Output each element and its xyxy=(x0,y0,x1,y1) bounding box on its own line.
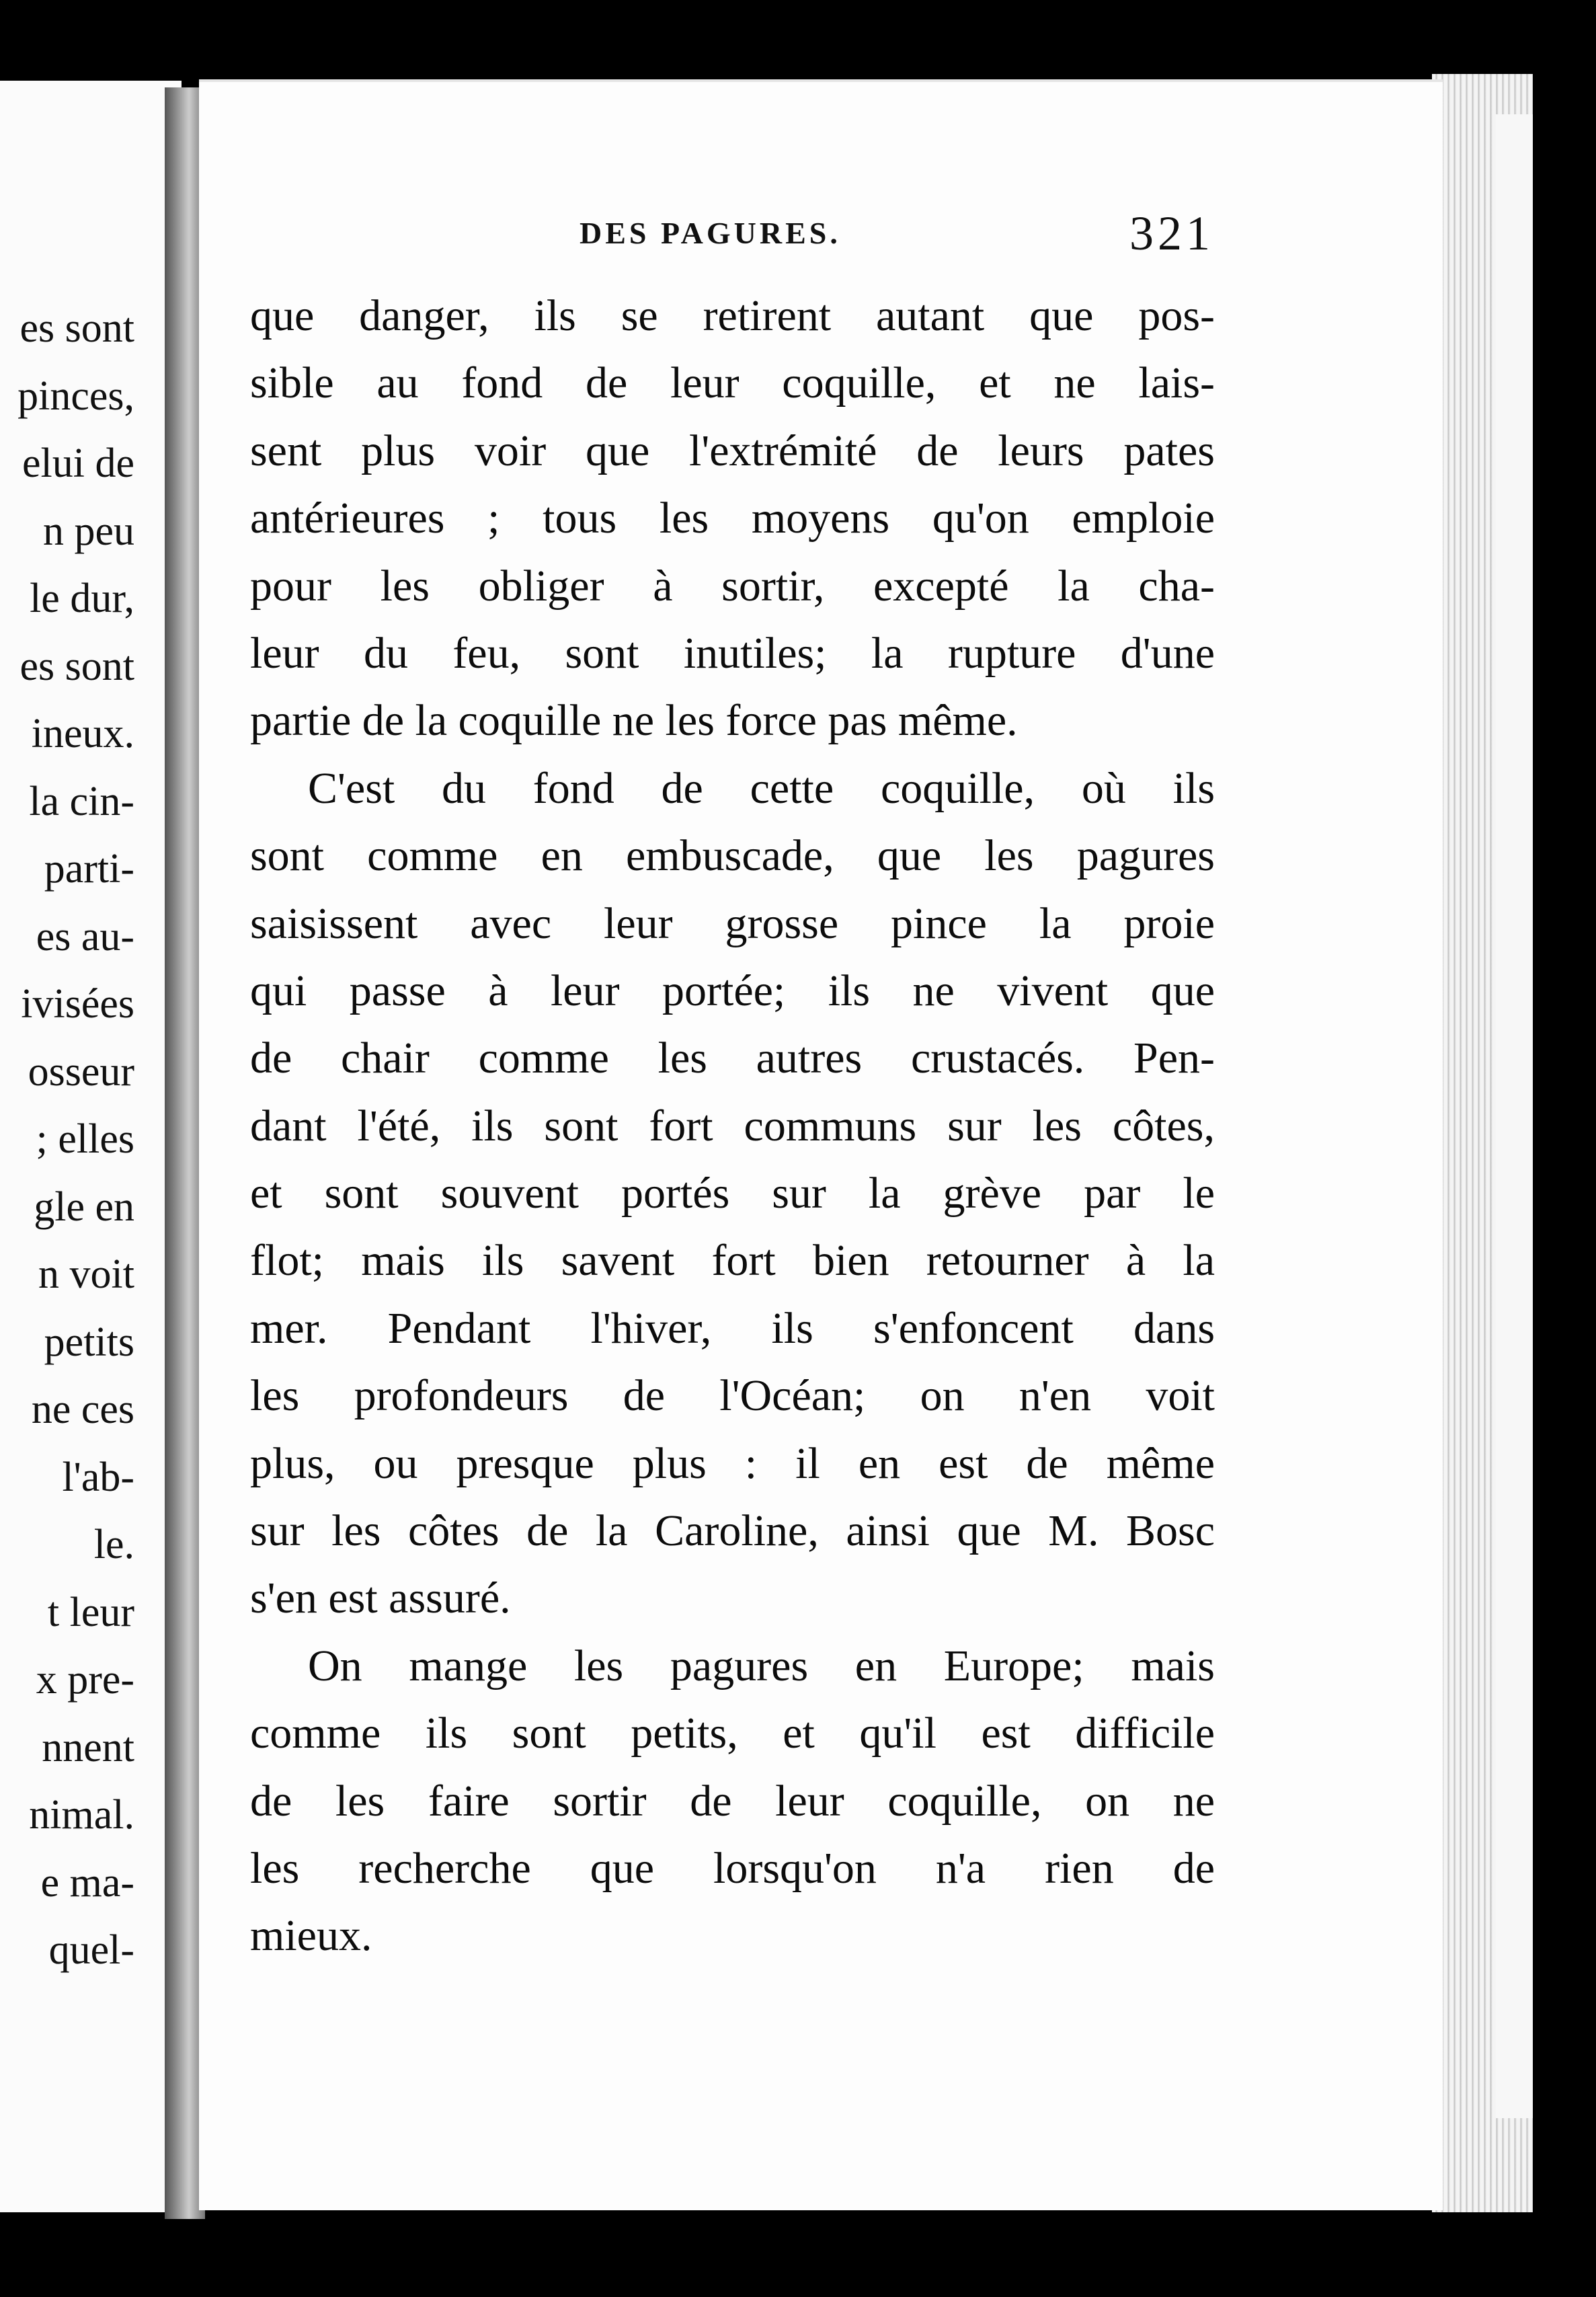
text-line: C'est du fond de cette coquille, où ils xyxy=(308,763,1215,813)
text-line: dant l'été, ils sont fort communs sur les côtes, xyxy=(250,1101,1215,1151)
left-page-line: x pre- xyxy=(36,1657,134,1703)
text-line: sible au fond de leur coquille, et ne lais- xyxy=(250,358,1215,408)
left-page-text xyxy=(17,295,134,1984)
text-line: de chair comme les autres crustacés. Pen- xyxy=(250,1034,1215,1083)
left-page-line: osseur xyxy=(28,1048,134,1095)
left-page-line: es sont xyxy=(19,305,134,351)
text-line: antérieures ; tous les moyens qu'on emploie xyxy=(250,494,1215,543)
text-line: de les faire sortir de leur coquille, on ne xyxy=(250,1776,1215,1826)
text-line: pour les obliger à sortir, excepté la cha- xyxy=(250,561,1215,611)
left-page-line: le dur, xyxy=(30,576,134,621)
page-edges xyxy=(1432,74,1533,2212)
text-line: sent plus voir que l'extrémité de leurs pates xyxy=(250,426,1215,475)
text-line: leur du feu, sont inutiles; la rupture d'une xyxy=(250,628,1215,678)
left-page-line: petits xyxy=(44,1319,134,1365)
left-page-line: l'ab- xyxy=(62,1454,134,1500)
left-page-line: elui de xyxy=(22,440,134,486)
text-line: flot; mais ils savent fort bien retourner à la xyxy=(250,1236,1215,1286)
text-line: mer. Pendant l'hiver, ils s'enfoncent dans xyxy=(250,1303,1215,1353)
left-page-line: t leur xyxy=(47,1589,134,1635)
left-page-line: es sont xyxy=(19,643,134,689)
left-page-line: ; elles xyxy=(36,1116,134,1162)
text-line: s'en est assuré. xyxy=(250,1573,511,1623)
text-line: mieux. xyxy=(250,1911,372,1961)
left-page-line: ivisées xyxy=(21,981,134,1027)
text-line: plus, ou presque plus : il en est de même xyxy=(250,1438,1215,1488)
text-line: les profondeurs de l'Océan; on n'en voit xyxy=(250,1371,1215,1421)
left-page-line: pinces, xyxy=(17,373,134,419)
left-page-line: parti- xyxy=(44,846,134,892)
text-line: et sont souvent portés sur la grève par le xyxy=(250,1169,1215,1218)
left-page-line: le. xyxy=(93,1522,134,1567)
left-page-line: n voit xyxy=(38,1251,134,1297)
left-page-line: nnent xyxy=(42,1724,134,1770)
left-page-line: quel- xyxy=(48,1927,134,1973)
left-page-line: e ma- xyxy=(40,1859,134,1906)
text-line: sont comme en embuscade, que les pagures xyxy=(250,831,1215,881)
page-body-text xyxy=(250,282,1215,1970)
left-page-line: n peu xyxy=(42,508,134,554)
left-facing-page xyxy=(0,81,182,2212)
left-page-line: es au- xyxy=(36,913,134,960)
text-line: les recherche que lorsqu'on n'a rien de xyxy=(250,1843,1215,1893)
left-page-line: ineux. xyxy=(31,711,134,756)
text-line: saisissent avec leur grosse pince la proie xyxy=(250,898,1215,948)
page-number: 321 xyxy=(1129,206,1214,260)
text-line: partie de la coquille ne les force pas même. xyxy=(250,696,1018,746)
text-line: qui passe à leur portée; ils ne vivent que xyxy=(250,966,1215,1015)
text-line: comme ils sont petits, et qu'il est difficile xyxy=(250,1709,1215,1758)
left-page-line: nimal. xyxy=(29,1792,134,1838)
text-line: On mange les pagures en Europe; mais xyxy=(308,1641,1215,1690)
left-page-line: gle en xyxy=(34,1183,134,1230)
text-line: que danger, ils se retirent autant que pos- xyxy=(250,291,1215,340)
left-page-line: la cin- xyxy=(29,778,134,824)
left-page-line: ne ces xyxy=(31,1387,134,1432)
text-line: sur les côtes de la Caroline, ainsi que M. Bosc xyxy=(250,1506,1215,1556)
running-head: DES PAGURES. xyxy=(580,216,841,250)
